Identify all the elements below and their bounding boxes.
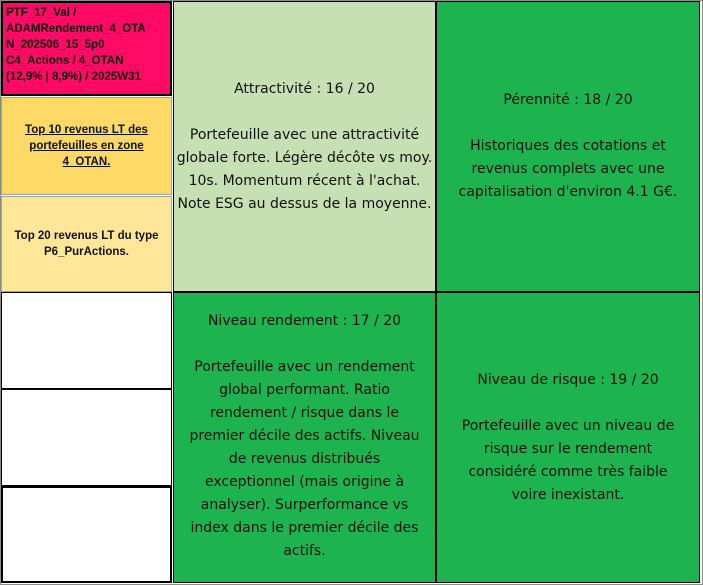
empty-cell xyxy=(1,292,172,389)
rendement-description: Portefeuille avec un rendement global performant. Ratio rendement / risque dans le premier décile des actifs. Niveau de revenus distribués exceptionnel (mais origine à analyser). Surperformance vs index dans le premier décile des actifs. xyxy=(189,359,420,559)
perennite-description: Historiques des cotations et revenus complets avec une capitalisation d'environ 4.1 G€. xyxy=(458,138,678,200)
portfolio-id-line: PTF_17_Val / xyxy=(6,7,77,19)
attractivite-score-cell xyxy=(173,1,436,292)
top20-ranking-text: Top 20 revenus LT du type P6_PurActions. xyxy=(14,230,159,258)
portfolio-id-line: C4_Actions / 4_OTAN xyxy=(6,55,124,67)
top10-ranking-cell xyxy=(1,97,172,195)
top20-ranking-cell xyxy=(1,196,172,292)
risque-title: Niveau de risque : 19 / 20 xyxy=(477,371,659,388)
portfolio-id-line: N_202506_15_5p0 xyxy=(6,39,105,51)
rendement-score-cell xyxy=(173,292,436,583)
attractivite-title: Attractivité : 16 / 20 xyxy=(234,80,375,97)
portfolio-id-line: ADAMRendement_4_OTA xyxy=(6,23,146,35)
perennite-score-cell xyxy=(436,1,700,292)
perennite-title: Pérennité : 18 / 20 xyxy=(503,92,633,108)
portfolio-id xyxy=(6,5,146,85)
portfolio-id-line: (12,9% | 8,9%) / 2025W31 xyxy=(6,71,141,83)
rendement-title: Niveau rendement : 17 / 20 xyxy=(207,313,402,329)
portfolio-id-cell xyxy=(1,1,172,96)
empty-cell xyxy=(1,389,172,486)
risque-score-cell xyxy=(436,292,700,583)
risque-description: Portefeuille avec un niveau de risque sur le rendement considéré comme très faible voire inexistant. xyxy=(461,417,675,503)
top10-ranking-link[interactable]: Top 10 revenus LT des portefeuilles en zone 4_OTAN. xyxy=(25,124,148,168)
attractivite-description: Portefeuille avec une attractivité globale forte. Légère décôte vs moy. 10s. Momentum récent à l'achat. Note ESG au dessus de la moyenne. xyxy=(176,126,433,212)
empty-cell xyxy=(1,486,172,583)
